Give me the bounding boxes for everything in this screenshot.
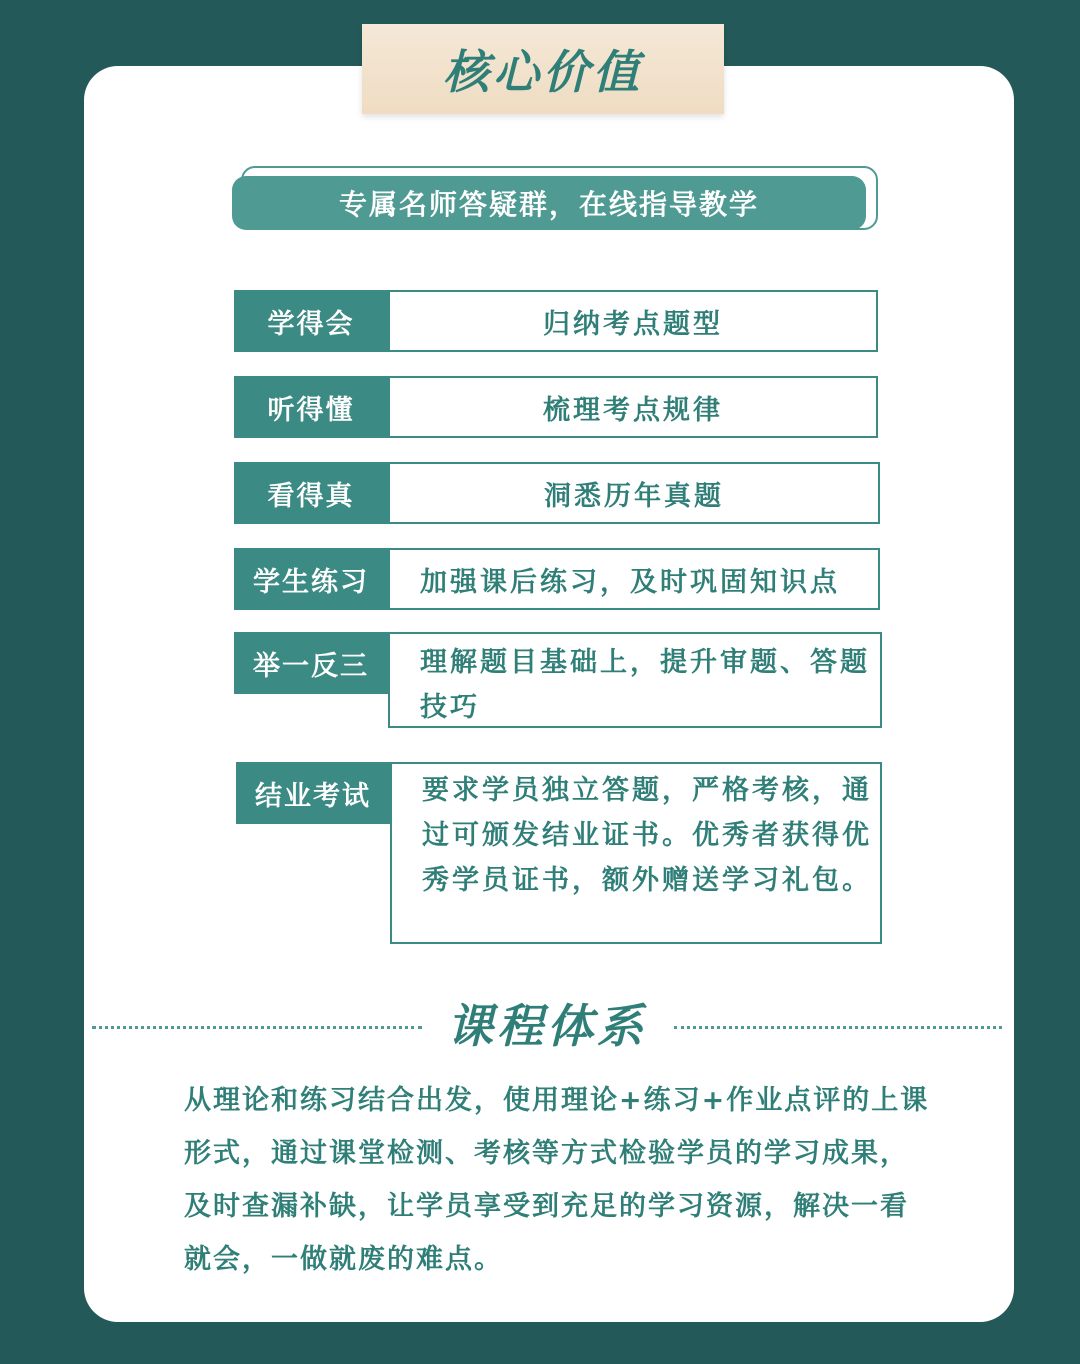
row-label: 学得会 <box>234 290 388 352</box>
row-label: 听得懂 <box>234 376 388 438</box>
value-row-apply <box>234 632 882 728</box>
row-content: 要求学员独立答题，严格考核，通过可颁发结业证书。优秀者获得优秀学员证书，额外赠送学习礼包。 <box>390 762 882 944</box>
value-row-understand <box>234 376 878 438</box>
value-row-learn <box>234 290 878 352</box>
right-dotted-divider <box>674 1026 1002 1029</box>
value-row-exam <box>236 762 882 944</box>
row-label: 举一反三 <box>234 632 388 694</box>
course-system-title: 课程体系 <box>447 999 647 1053</box>
row-label: 学生练习 <box>234 548 388 610</box>
teacher-support-banner: 专属名师答疑群，在线指导教学 <box>232 176 866 230</box>
row-label: 看得真 <box>234 462 388 524</box>
row-content: 梳理考点规律 <box>388 376 878 438</box>
core-value-title: 核心价值 <box>443 45 643 99</box>
row-content: 归纳考点题型 <box>388 290 878 352</box>
course-system-description: 从理论和练习结合出发，使用理论+练习+作业点评的上课形式，通过课堂检测、考核等方式检验学员的学习成果，及时查漏补缺，让学员享受到充足的学习资源，解决一看就会，一做就废的难点。 <box>184 1085 930 1275</box>
value-row-practice <box>234 548 880 610</box>
core-value-title-tab <box>362 24 724 114</box>
row-content: 加强课后练习，及时巩固知识点 <box>388 548 880 610</box>
value-row-see <box>234 462 880 524</box>
row-label: 结业考试 <box>236 762 390 824</box>
left-dotted-divider <box>92 1026 422 1029</box>
row-content: 理解题目基础上，提升审题、答题技巧 <box>388 632 882 728</box>
course-system-header <box>92 994 1002 1058</box>
row-content: 洞悉历年真题 <box>388 462 880 524</box>
